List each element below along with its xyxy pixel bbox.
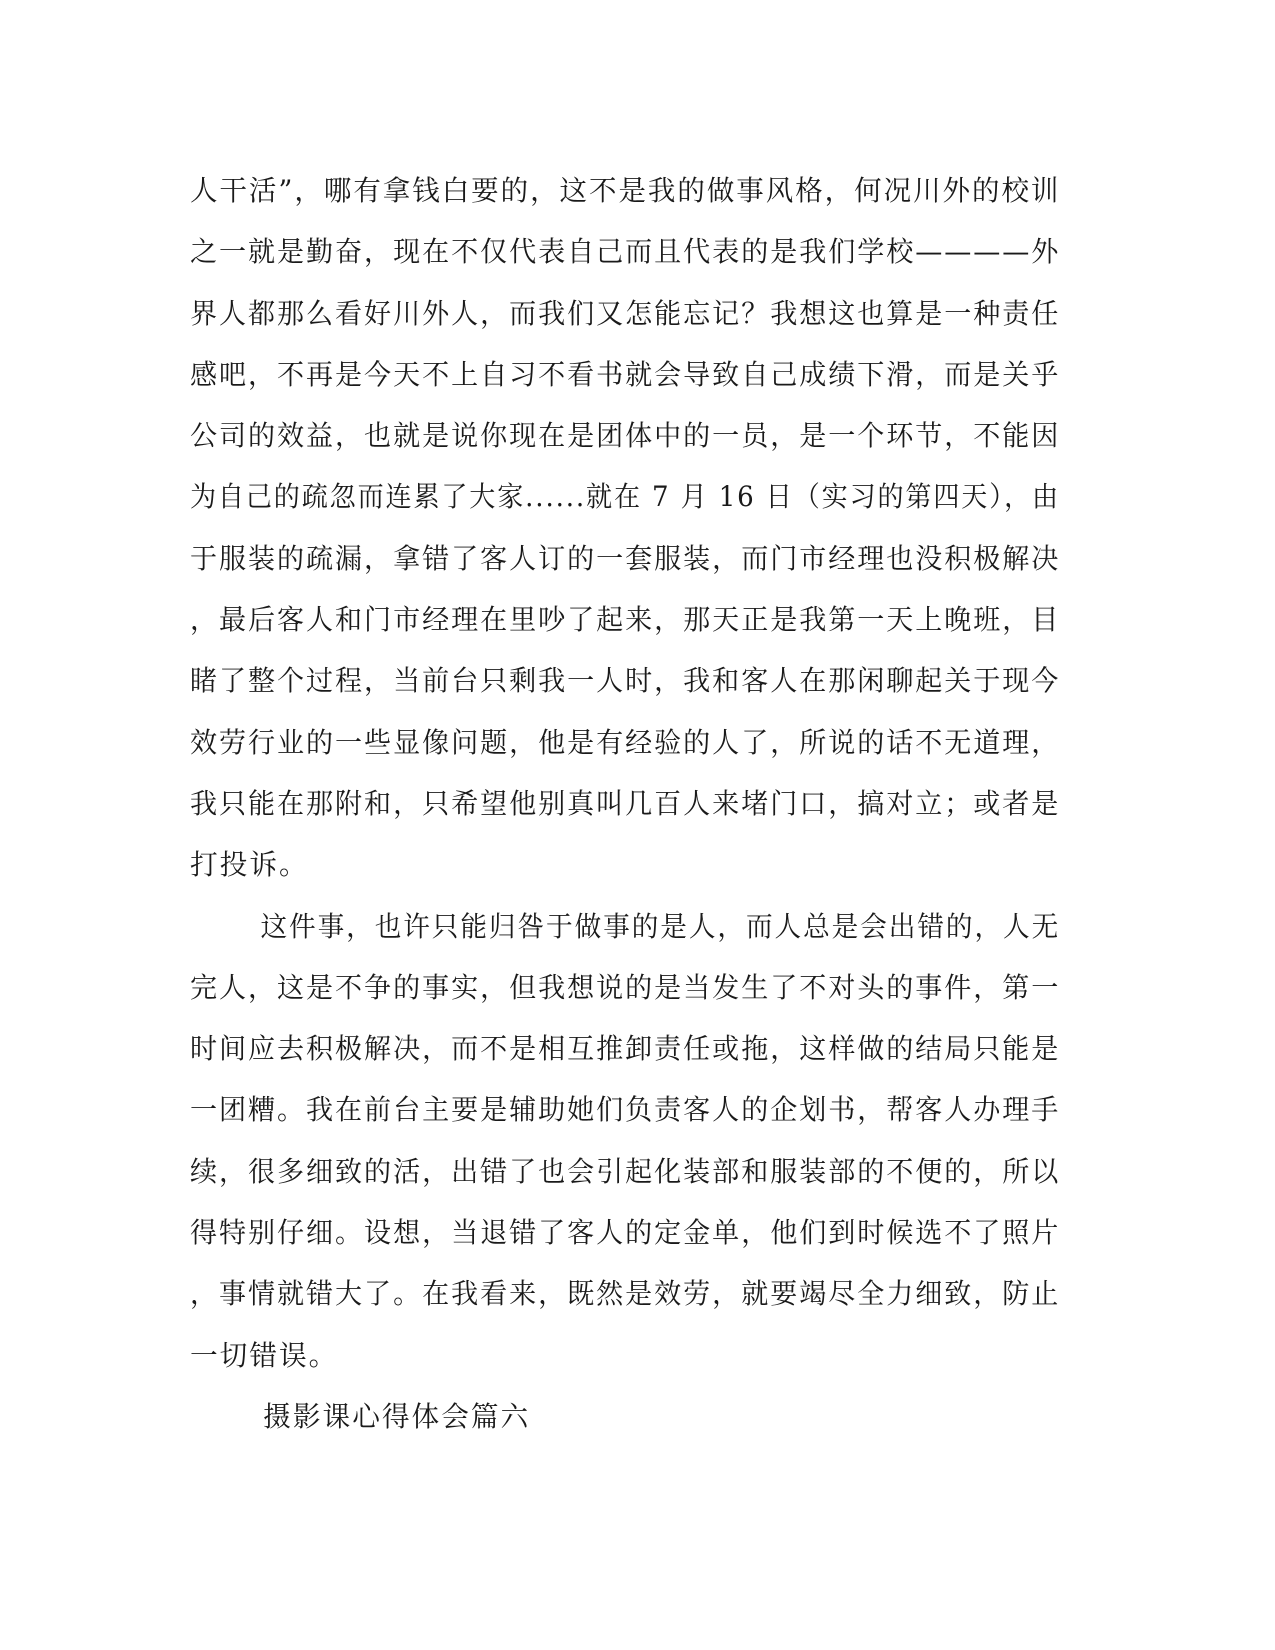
text-line: 之一就是勤奋，现在不仅代表自己而且代表的是我们学校————外 (190, 235, 1061, 269)
text-line: 完人，这是不争的事实，但我想说的是当发生了不对头的事件，第一 (190, 970, 1061, 1004)
text-line: ，事情就错大了。在我看来，既然是效劳，就要竭尽全力细致，防止 (190, 1277, 1061, 1311)
text-line: 这件事，也许只能归咎于做事的是人，而人总是会出错的，人无 (260, 909, 1061, 943)
text-line: 得特别仔细。设想，当退错了客人的定金单，他们到时候选不了照片 (190, 1216, 1061, 1250)
text-line: 人干活”，哪有拿钱白要的，这不是我的做事风格，何况川外的校训 (190, 174, 1061, 207)
text-line: 打投诉。 (190, 848, 309, 882)
text-line: 于服装的疏漏，拿错了客人订的一套服装，而门市经理也没积极解决 (190, 541, 1061, 575)
text-line: 睹了整个过程，当前台只剩我一人时，我和客人在那闲聊起关于现今 (190, 664, 1061, 698)
text-line: 一团糟。我在前台主要是辅助她们负责客人的企划书，帮客人办理手 (190, 1093, 1061, 1127)
document-body (190, 160, 1070, 1447)
text-line: 为自己的疏忽而连累了大家......就在 7 月 16 日（实习的第四天），由 (190, 480, 1060, 514)
text-line: 效劳行业的一些显像问题，他是有经验的人了，所说的话不无道理， (190, 725, 1061, 759)
text-line: 一切错误。 (190, 1338, 339, 1372)
text-line: 公司的效益，也就是说你现在是团体中的一员，是一个环节，不能因 (190, 419, 1061, 453)
text-line: 时间应去积极解决，而不是相互推卸责任或拖，这样做的结局只能是 (190, 1032, 1061, 1066)
text-line: 续，很多细致的活，出错了也会引起化装部和服装部的不便的，所以 (190, 1154, 1061, 1188)
text-line: 我只能在那附和，只希望他别真叫几百人来堵门口，搞对立；或者是 (190, 786, 1061, 820)
text-line: 界人都那么看好川外人，而我们又怎能忘记？我想这也算是一种责任 (190, 296, 1061, 330)
section-heading: 摄影课心得体会篇六 (263, 1399, 531, 1433)
text-line: ，最后客人和门市经理在里吵了起来，那天正是我第一天上晚班，目 (190, 603, 1061, 637)
text-line: 感吧，不再是今天不上自习不看书就会导致自己成绩下滑，而是关乎 (190, 357, 1061, 391)
